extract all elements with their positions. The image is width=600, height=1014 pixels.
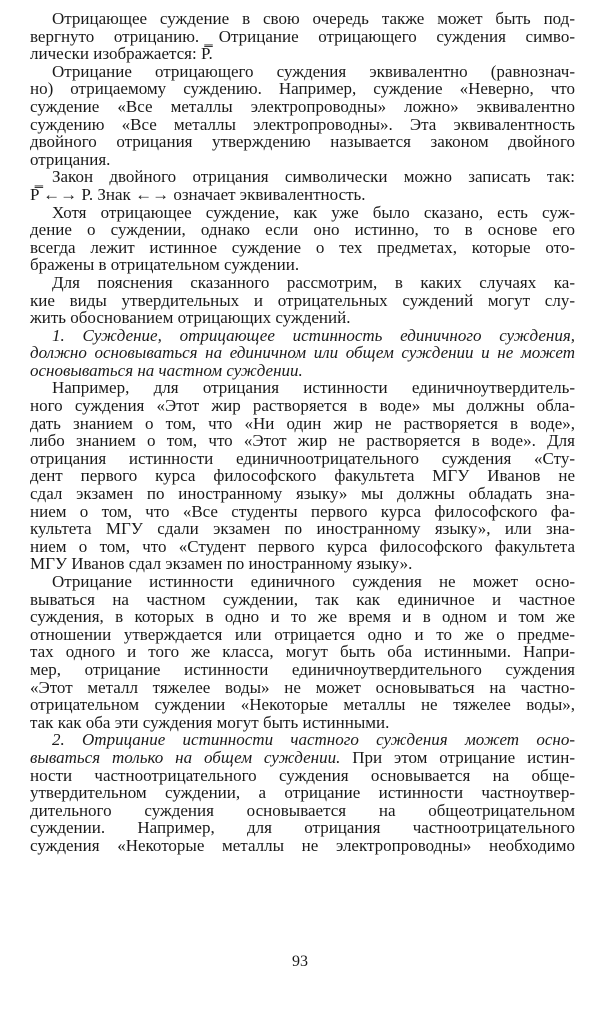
text-line: но) отрицаемому суждению. Например, суждение «Неверно, что xyxy=(30,79,575,99)
italic-run: вываться только на общем суждении. xyxy=(30,747,341,767)
text-line: 1. Суждение, отрицающее истинность единичного суждения, xyxy=(52,325,575,345)
text-line: дение о суждении, однако если оно истинно, то в основе его xyxy=(30,220,575,240)
text-line: жить обоснованием отрицающих суждений. xyxy=(30,308,351,328)
text-line: P̿ ←→ P. Знак ←→ означает эквивалентность. xyxy=(30,184,366,204)
text-line: суждение «Все металлы электропроводны» ложно» эквивалентно xyxy=(30,96,575,116)
text-line: тах одного и того же класса, могут быть оба истинными. Напри- xyxy=(30,642,575,662)
text-line: кие виды утвердительных и отрицательных суждений могут слу- xyxy=(30,290,575,310)
text-line: Например, для отрицания истинности единичноутвердитель- xyxy=(52,378,575,398)
text-line: нием о том, что «Все студенты первого курса философского фа- xyxy=(30,501,575,521)
text-line: двойного отрицания утверждению называется законом двойного xyxy=(30,132,575,152)
text-line: мер, отрицание истинности единичноутвердительного суждения xyxy=(30,659,575,679)
text-line: нием о том, что «Студент первого курса философского факультета xyxy=(30,536,575,556)
text-line: МГУ Иванов сдал экзамен по иностранному языку». xyxy=(30,554,413,574)
text-line: Закон двойного отрицания символически можно записать так: xyxy=(52,167,575,187)
page-body xyxy=(30,10,575,855)
text-line: сдал экзамен по иностранному языку» мы должны обладать зна- xyxy=(30,484,575,504)
text-line: суждению «Все металлы электропроводны». Эта эквивалентность xyxy=(30,114,575,134)
text-line: 2. Отрицание истинности частного суждения может осно- xyxy=(52,730,575,750)
text-line: Отрицание отрицающего суждения эквивалентно (равнознач- xyxy=(52,61,575,81)
text-line: Отрицание истинности единичного суждения не может осно- xyxy=(52,572,575,591)
text-line: основываться на частном суждении. xyxy=(30,360,303,380)
text-line: дент первого курса философского факультета МГУ Иванов не xyxy=(30,466,575,486)
text-line: бражены в отрицательном суждении. xyxy=(30,255,300,275)
text-line: Отрицающее суждение в свою очередь также может быть под- xyxy=(52,9,575,28)
text-line: «Этот металл тяжелее воды» не может основываться на частно- xyxy=(30,677,575,697)
normal-run: При этом отрицание истин- xyxy=(340,747,575,767)
text-line: отрицания истинности единичноотрицательного суждения «Сту- xyxy=(30,448,575,468)
text-line: суждении. Например, для отрицания частноотрицательного xyxy=(30,818,575,838)
text-line: ности частноотрицательного суждения основывается на обще- xyxy=(30,765,575,785)
text-line: отношении утверждается или отрицается одно и то же о предме- xyxy=(30,624,575,644)
page-number: 93 xyxy=(292,953,308,970)
text-line: всегда лежит истинное суждение о тех предметах, которые ото- xyxy=(30,237,575,257)
text-line: Для пояснения сказанного рассмотрим, в каких случаях ка- xyxy=(52,272,575,292)
text-line: должно основываться на единичном или общем суждении и не может xyxy=(30,343,575,363)
text-line: утвердительном суждении, а отрицание истинности частноутвер- xyxy=(30,783,575,803)
text-line: суждения, в которых в одно и то же время и в одном и том же xyxy=(30,607,575,627)
text-line: так как оба эти суждения могут быть истинными. xyxy=(30,712,390,732)
text-line: культета МГУ сдали экзамен по иностранному языку», или зна- xyxy=(30,519,575,539)
text-line: отрицания. xyxy=(30,149,111,169)
text-line: либо знанием о том, что «Этот жир не растворяется в воде». Для xyxy=(30,431,575,451)
text-line: отрицательном суждении «Некоторые металлы не тяжелее воды», xyxy=(30,695,575,715)
text-line: суждения «Некоторые металлы не электропроводны» необходимо xyxy=(30,835,575,855)
text-line: ного суждения «Этот жир растворяется в воде» мы должны обла- xyxy=(30,396,575,416)
text-line: лически изображается: P̿. xyxy=(30,44,213,64)
text-line: Хотя отрицающее суждение, как уже было сказано, есть суж- xyxy=(52,202,575,222)
text-line xyxy=(30,749,575,767)
text-line: дительного суждения основывается на общеотрицательном xyxy=(30,800,575,820)
text-line: вываться на частном суждении, так как единичное и частное xyxy=(30,589,575,609)
text-line: вергнуто отрицанию. Отрицание отрицающего суждения симво- xyxy=(30,26,575,46)
text-line: дать знанием о том, что «Ни один жир не растворяется в воде», xyxy=(30,413,575,433)
